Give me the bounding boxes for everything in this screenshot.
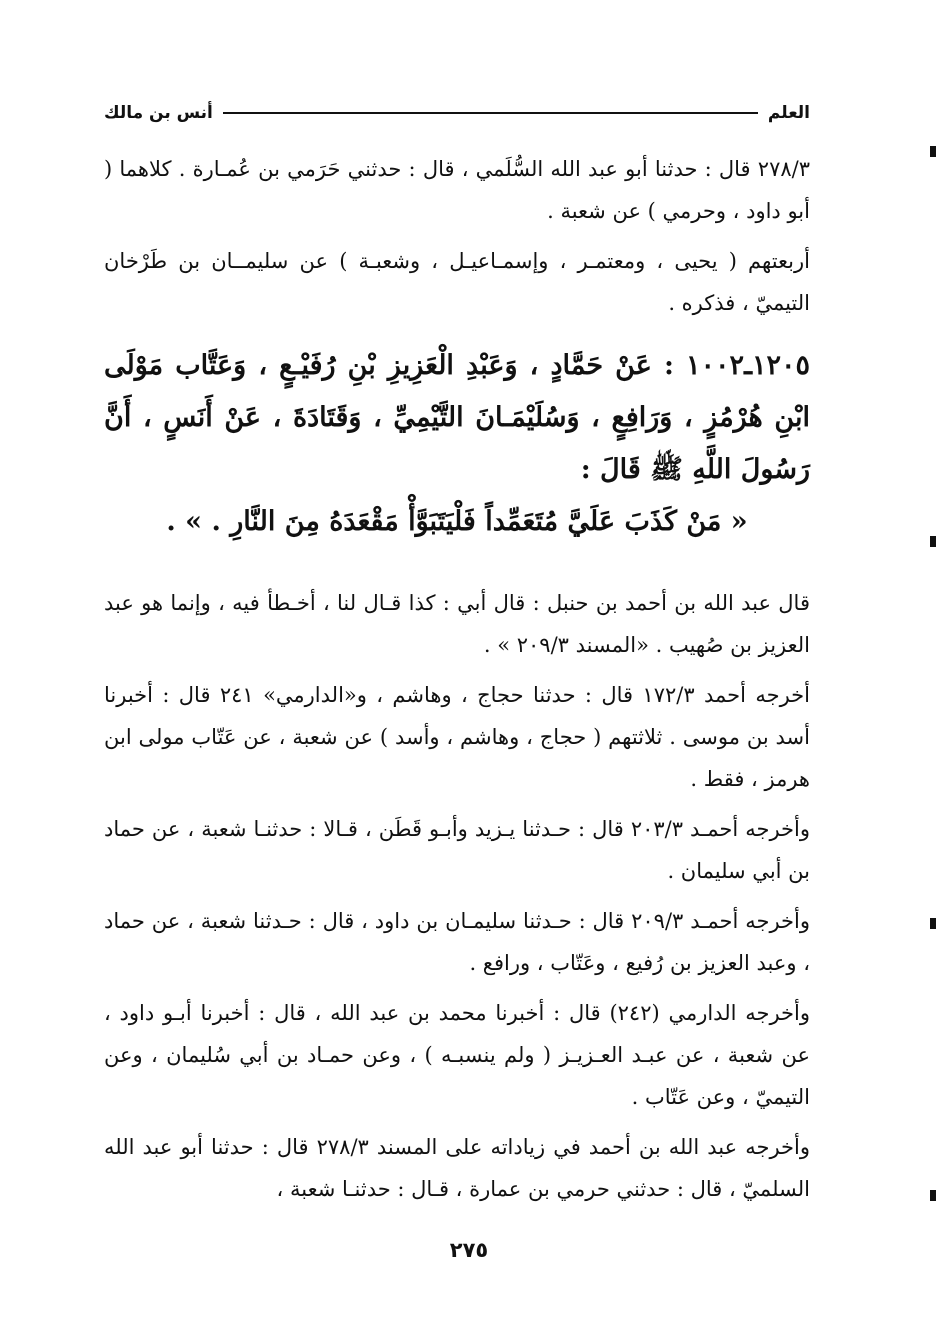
running-header — [104, 98, 810, 128]
margin-mark — [930, 146, 936, 157]
page-number: ٢٧٥ — [449, 1238, 489, 1262]
paragraph-takhrij-4: وأخرجه الدارمي (٢٤٢) قال : أخبرنا محمد بن عبد الله ، قال : أخبرنا أبـو داود ، عن شعبة ، عن عبـد العـزيـز ( ولم ينسبـه ) ، وعن حمـاد بن أبي سُليمان ، وعن التيميّ ، وعن عَتّاب . — [104, 1001, 811, 1109]
body-text — [104, 148, 810, 1210]
header-section-title: العلم — [767, 103, 810, 123]
paragraph-chain-1: ٢٧٨/٣ قال : حدثنا أبو عبد الله السُّلَمي ، قال : حدثني حَرَمي بن عُمـارة . كلاهما ( أبو داود ، وحرمي ) عن شعبة . — [104, 157, 810, 223]
margin-mark — [930, 536, 936, 547]
paragraph-takhrij-3: وأخرجه أحمـد ٢٠٩/٣ قال : حـدثنا سليمـان بن داود ، قال : حـدثنا شعبة ، عن حماد ، وعبد العزيز بن رُفيع ، وعَتّاب ، ورافع . — [104, 909, 810, 975]
paragraph-takhrij-2: وأخرجه أحمـد ٢٠٣/٣ قال : حـدثنا يـزيد وأبـو قَطَن ، قـالا : حدثنـا شعبة ، عن حماد بن أبي سليمان . — [104, 817, 810, 883]
header-rule — [223, 112, 758, 114]
margin-mark — [930, 918, 936, 929]
paragraph-chain-2: أربعتهم ( يحيى ، ومعتمـر ، وإسمـاعيـل ، وشعبـة ) عن سليمــان بن طَرْخان التيميّ ، فذكره . — [104, 249, 810, 315]
hadith-quote: « مَنْ كَذَبَ عَلَيَّ مُتَعَمِّداً فَلْيَتَبَوَّأْ مَقْعَدَهُ مِنَ النَّارِ . » . — [166, 506, 748, 537]
header-chapter-title: أنس بن مالك — [104, 103, 213, 123]
paragraph-note: قال عبد الله بن أحمد بن حنبل : قال أبي : كذا قـال لنا ، أخـطأ فيه ، وإنما هو عبد العزيز بن صُهيب . «المسند ٢٠٩/٣ » . — [104, 591, 810, 657]
margin-mark — [930, 1190, 936, 1201]
hadith-text: ١٢٠٥ـ١٠٠٢ : عَنْ حَمَّادٍ ، وَعَبْدِ الْعَزِيزِ بْنِ رُفَيْـعٍ ، وَعَتَّاب مَوْلَى ابْنِ هُرْمُزٍ ، وَرَافِعٍ ، وَسُلَيْمَـانَ التَّيْمِيِّ ، وَقَتَادَةَ ، عَنْ أَنَسٍ ، أَنَّ رَسُولَ اللَّهِ ﷺ قَالَ : — [104, 350, 810, 485]
paragraph-takhrij-5: وأخرجه عبد الله بن أحمد في زياداته على المسند ٢٧٨/٣ قال : حدثنا أبو عبد الله السلميّ ، قال : حدثني حرمي بن عمارة ، قـال : حدثنـا شعبة ، — [104, 1135, 810, 1201]
paragraph-takhrij-1: أخرجه أحمد ١٧٢/٣ قال : حدثنا حجاج ، وهاشم ، و«الدارمي» ٢٤١ قال : أخبرنا أسد بن موسى . ثلاثتهم ( حجاج ، وهاشم ، وأسد ) عن شعبة ، عن عَتّاب مولى ابن هرمز ، فقط . — [104, 683, 810, 791]
